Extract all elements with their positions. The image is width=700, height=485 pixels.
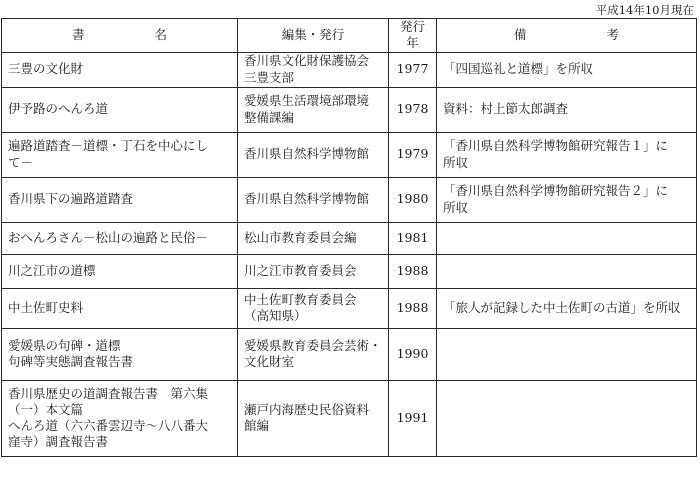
header-publisher: 編集・発行 (238, 19, 389, 53)
table-row (2, 380, 697, 456)
header-title (2, 19, 238, 53)
table-row (2, 222, 697, 254)
header-note (437, 19, 697, 53)
cell-publisher: 香川県文化財保護協会 三豊支部 (238, 52, 389, 87)
table-row (2, 288, 697, 328)
cell-year: 1991 (389, 380, 437, 456)
cell-year: 1980 (389, 177, 437, 222)
cell-note: 「香川県自然科学博物館研究報告１」に 所収 (437, 132, 697, 177)
cell-note: 「四国巡礼と道標」を所収 (437, 52, 697, 87)
cell-title: 中土佐町史料 (2, 288, 238, 328)
cell-year: 1988 (389, 288, 437, 328)
literature-table (1, 18, 697, 457)
cell-note (437, 380, 697, 456)
header-title-char-2: 名 (154, 27, 168, 43)
cell-title: 香川県歴史の道調査報告書 第六集 （一）本文篇 へんろ道（六六番雲辺寺～八八番大 窪寺）調査報告書 (2, 380, 238, 456)
table-row (2, 254, 697, 288)
cell-year: 1977 (389, 52, 437, 87)
table-row (2, 52, 697, 87)
cell-note: 「旅人が記録した中土佐町の古道」を所収 (437, 288, 697, 328)
cell-title: 伊予路のへんろ道 (2, 87, 238, 132)
cell-publisher: 香川県自然科学博物館 (238, 177, 389, 222)
cell-note (437, 328, 697, 380)
cell-publisher: 松山市教育委員会編 (238, 222, 389, 254)
cell-title: 香川県下の遍路道踏査 (2, 177, 238, 222)
cell-title: おへんろさん－松山の遍路と民俗－ (2, 222, 238, 254)
table-row (2, 328, 697, 380)
cell-publisher: 中土佐町教育委員会 （高知県） (238, 288, 389, 328)
table-row (2, 177, 697, 222)
cell-publisher: 愛媛県生活環境部環境 整備課編 (238, 87, 389, 132)
cell-publisher: 瀬戸内海歴史民俗資料 館編 (238, 380, 389, 456)
cell-title: 三豊の文化財 (2, 52, 238, 87)
cell-note (437, 254, 697, 288)
cell-title: 川之江市の道標 (2, 254, 238, 288)
header-row (2, 19, 697, 53)
cell-title: 遍路道踏査－道標・丁石を中心にし て－ (2, 132, 238, 177)
cell-year: 1979 (389, 132, 437, 177)
cell-year: 1981 (389, 222, 437, 254)
cell-year: 1988 (389, 254, 437, 288)
cell-note (437, 222, 697, 254)
header-title-char-1: 書 (71, 27, 85, 43)
cell-note: 「香川県自然科学博物館研究報告２」に 所収 (437, 177, 697, 222)
as-of-date: 平成14年10月現在 (595, 3, 694, 17)
table-row (2, 132, 697, 177)
header-year: 発行年 (389, 19, 437, 53)
header-note-char-2: 考 (606, 27, 620, 43)
cell-title: 愛媛県の句碑・道標 句碑等実態調査報告書 (2, 328, 238, 380)
cell-year: 1978 (389, 87, 437, 132)
header-note-char-1: 備 (513, 27, 527, 43)
cell-publisher: 香川県自然科学博物館 (238, 132, 389, 177)
cell-year: 1990 (389, 328, 437, 380)
table-row (2, 87, 697, 132)
cell-publisher: 川之江市教育委員会 (238, 254, 389, 288)
cell-note: 資料：村上節太郎調査 (437, 87, 697, 132)
cell-publisher: 愛媛県教育委員会芸術・ 文化財室 (238, 328, 389, 380)
